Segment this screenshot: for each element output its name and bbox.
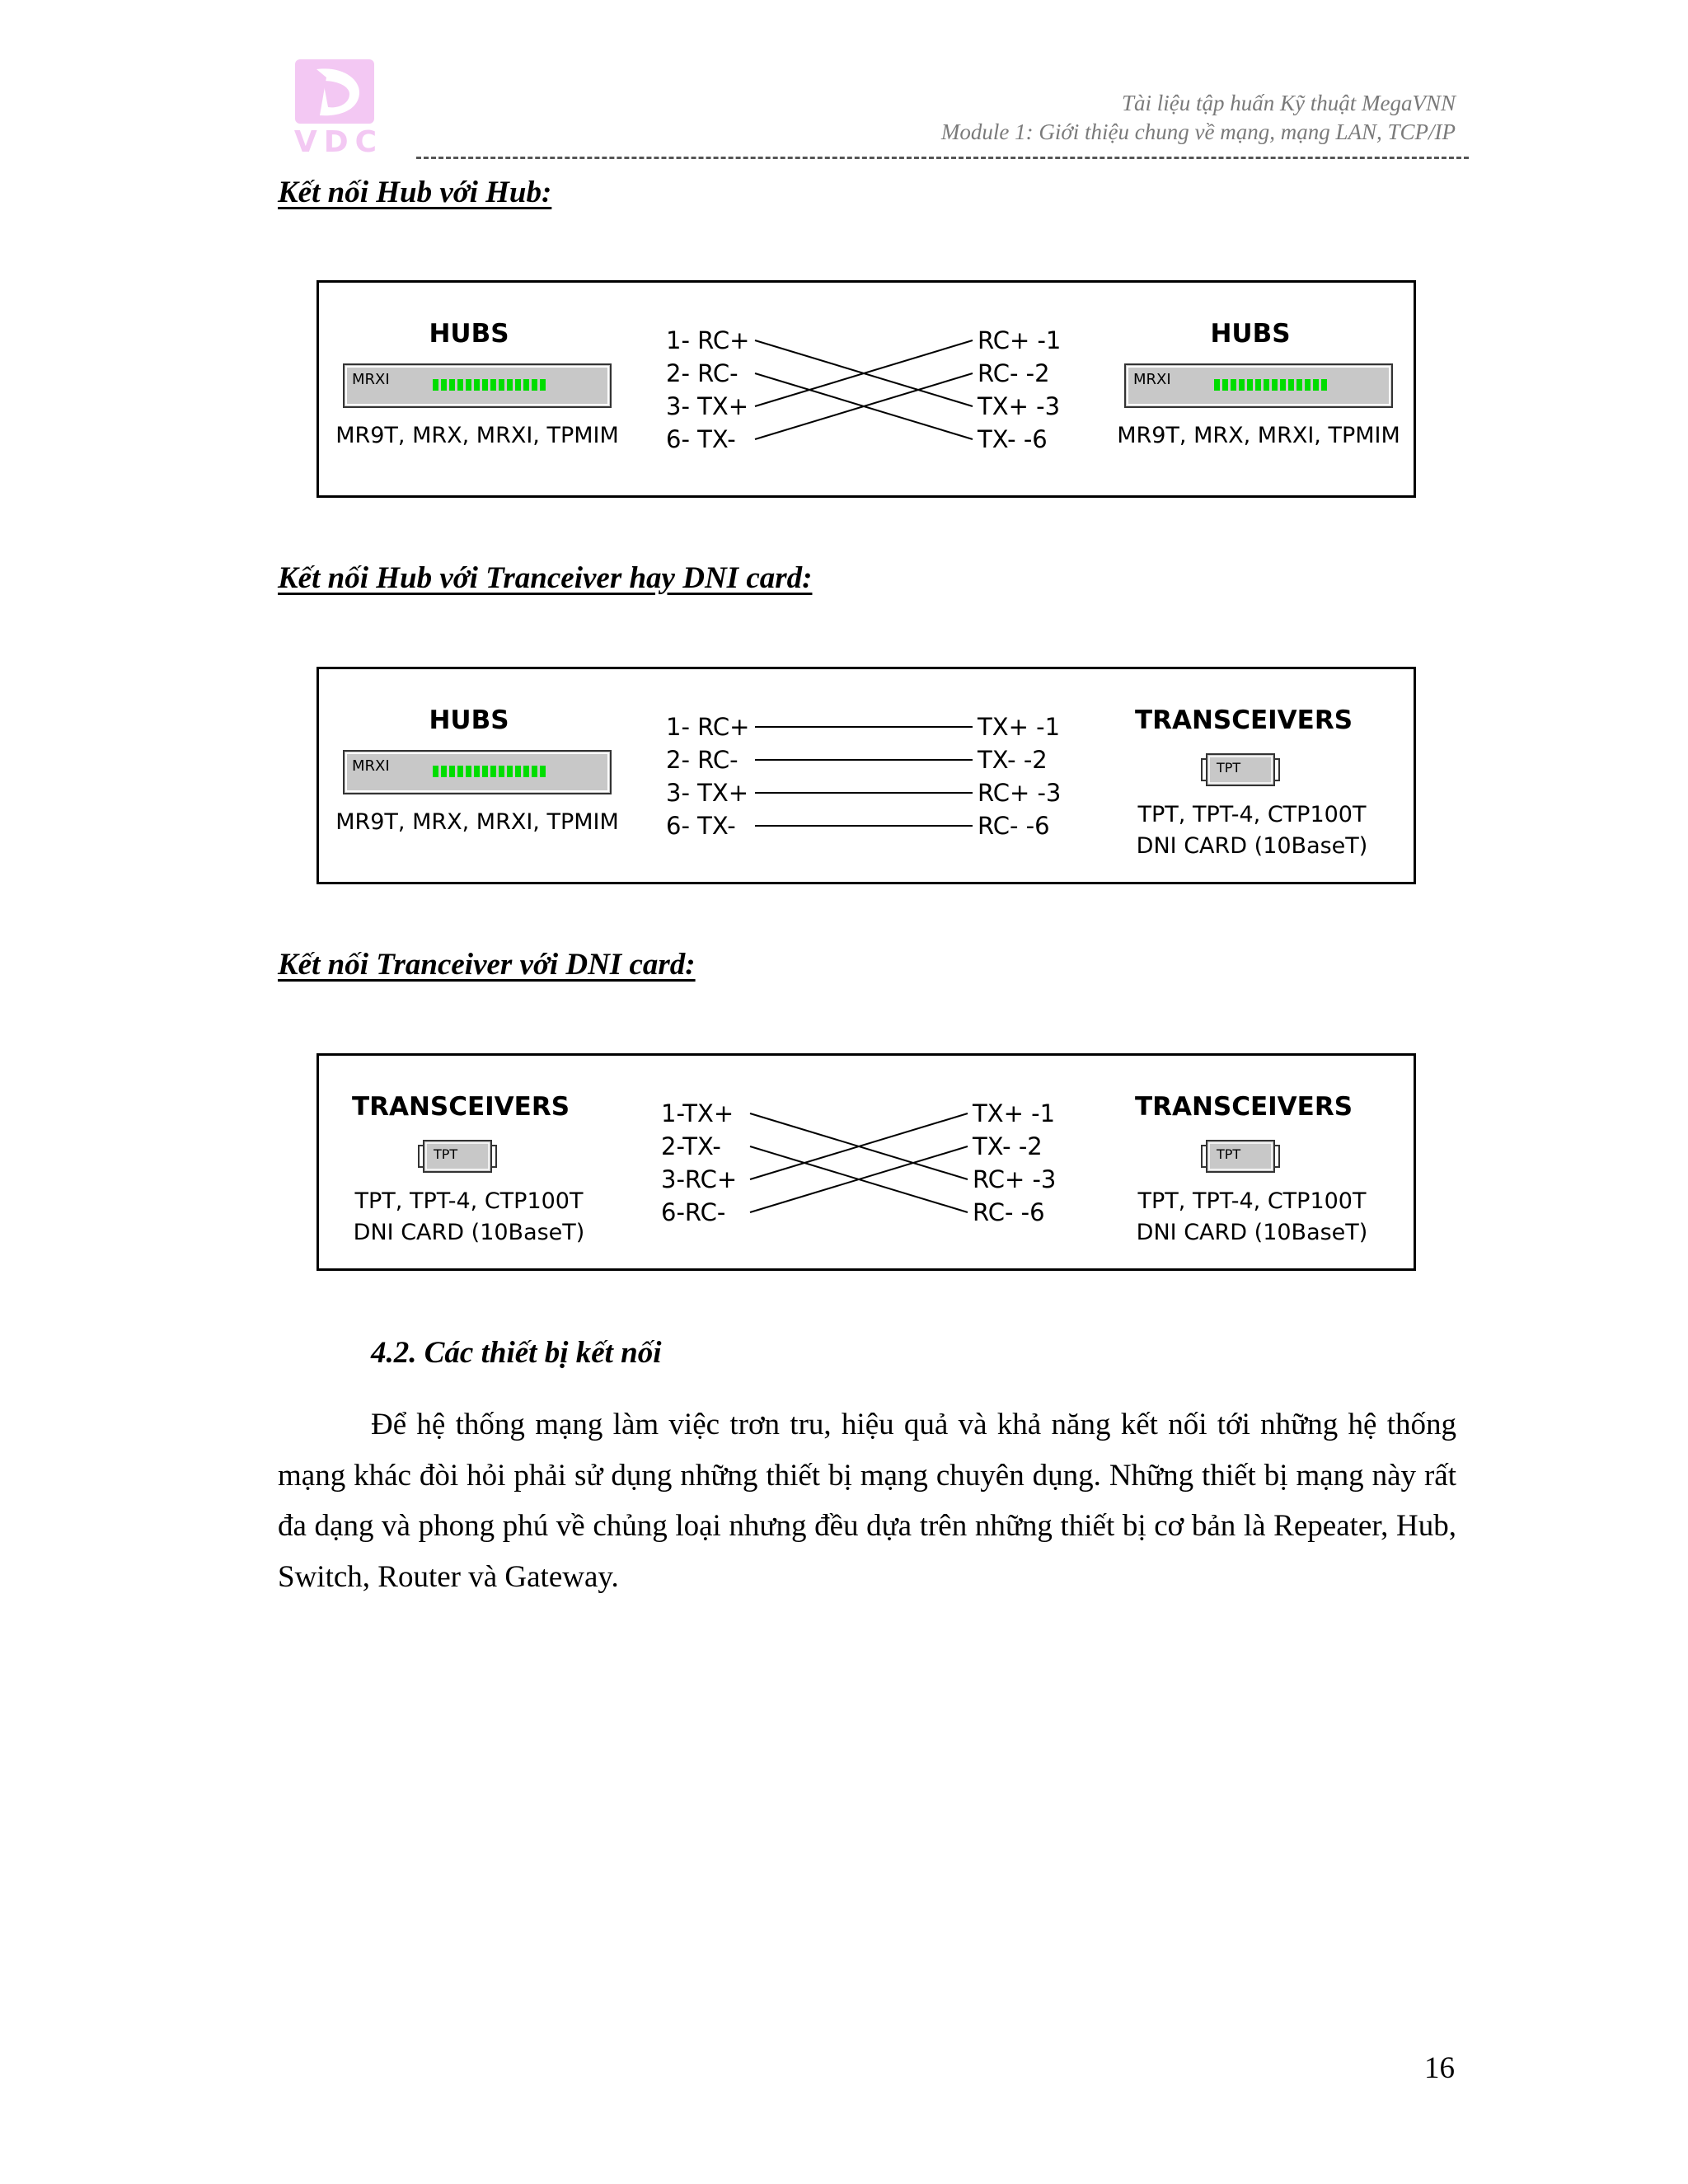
led-indicator [499, 766, 504, 777]
right-pin-label: TX+ -1 [973, 1099, 1056, 1127]
device-models: TPT, TPT-4, CTP100T [354, 1188, 584, 1214]
left-pin-label: 6-RC- [661, 1198, 726, 1226]
device-models: MR9T, MRX, MRXI, TPMIM [1117, 423, 1400, 448]
led-indicator [1222, 379, 1228, 391]
left-pin-label: 3-RC+ [661, 1165, 738, 1193]
led-indicator [1313, 379, 1319, 391]
right-pin-label: TX- -2 [973, 1132, 1043, 1160]
right-pin-label: TX- -2 [978, 746, 1048, 774]
led-indicator [474, 766, 480, 777]
led-indicator [449, 766, 455, 777]
led-indicator [433, 766, 438, 777]
device-models: DNI CARD (10BaseT) [353, 1220, 585, 1245]
led-indicator [474, 379, 480, 391]
right-pin-label: TX+ -1 [978, 713, 1061, 741]
right-pin-label: RC+ -3 [973, 1165, 1057, 1193]
led-indicator [482, 379, 488, 391]
vdc-logo [279, 58, 399, 155]
left-pin-label: 6- TX- [666, 812, 736, 840]
led-indicator [1296, 379, 1302, 391]
led-indicator [441, 379, 447, 391]
device-models: DNI CARD (10BaseT) [1136, 833, 1368, 859]
led-indicator [540, 379, 546, 391]
hub-icon [344, 364, 611, 407]
transceiver-icon [1202, 1141, 1279, 1172]
right-pin-label: RC- -6 [978, 812, 1050, 840]
right-pin-label: TX- -6 [978, 425, 1048, 453]
led-indicator [507, 766, 513, 777]
heading-hub-to-transceiver: Kết nối Hub với Tranceiver hay DNI card: [278, 561, 813, 595]
led-indicator [1247, 379, 1253, 391]
heading-hub-to-hub: Kết nối Hub với Hub: [278, 176, 552, 209]
led-indicator [532, 379, 537, 391]
led-indicator [515, 766, 521, 777]
transceiver-icon-label: TPT [1217, 1146, 1241, 1162]
led-indicator [523, 766, 529, 777]
device-models: TPT, TPT-4, CTP100T [1137, 1188, 1367, 1214]
led-indicator [532, 766, 537, 777]
heading-transceiver-to-dni: Kết nối Tranceiver với DNI card: [278, 948, 696, 982]
led-indicator [1255, 379, 1261, 391]
led-indicator [1280, 379, 1286, 391]
right-pin-label: RC- -2 [978, 359, 1050, 387]
header-module-title: Module 1: Giới thiệu chung về mạng, mạng LAN, TCP/IP [940, 120, 1456, 144]
left-pin-label: 1-TX+ [661, 1099, 734, 1127]
wiring-diagram-hub-to-hub [316, 280, 1416, 498]
led-indicator [466, 379, 471, 391]
left-pin-label: 3- TX+ [666, 392, 749, 420]
led-indicator [490, 766, 496, 777]
led-indicator [523, 379, 529, 391]
transceiver-icon [419, 1141, 496, 1172]
led-indicator [499, 379, 504, 391]
transceiver-icon-label: TPT [1217, 760, 1241, 776]
led-indicator [433, 379, 438, 391]
led-indicator [515, 379, 521, 391]
led-indicator [540, 766, 546, 777]
led-indicator [1239, 379, 1245, 391]
right-pin-label: RC- -6 [973, 1198, 1045, 1226]
header-document-title: Tài liệu tập huấn Kỹ thuật MegaVNN [1122, 91, 1456, 115]
left-pin-label: 2- RC- [666, 359, 738, 387]
right-pin-label: RC+ -3 [978, 779, 1062, 807]
logo-text: VDC [293, 125, 384, 155]
hub-icon-label: MRXI [352, 757, 390, 775]
device-models: TPT, TPT-4, CTP100T [1137, 802, 1367, 827]
body-paragraph: Để hệ thống mạng làm việc trơn tru, hiệu quả và khả năng kết nối tới những hệ thống mạng khác đòi hỏi phải sử dụng những thiết bị mạng chuyên dụng. Những thiết bị mạng này rất đa dạng và phong phú về chủng loại nhưng đều dựa trên những thiết bị cơ bản là Repeater, Hub, Switch, Router và Gateway. [278, 1408, 1456, 1594]
led-indicator [441, 766, 447, 777]
led-indicator [1214, 379, 1220, 391]
left-pin-label: 2- RC- [666, 746, 738, 774]
left-pin-label: 6- TX- [666, 425, 736, 453]
led-indicator [457, 379, 463, 391]
led-indicator [449, 379, 455, 391]
led-indicator [482, 766, 488, 777]
led-indicator [466, 766, 471, 777]
device-models: MR9T, MRX, MRXI, TPMIM [335, 423, 619, 448]
device-title: TRANSCEIVERS [1134, 1092, 1353, 1122]
led-indicator [507, 379, 513, 391]
transceiver-icon-label: TPT [434, 1146, 458, 1162]
hub-icon [1125, 364, 1392, 407]
left-pin-label: 1- RC+ [666, 713, 750, 741]
left-pin-label: 2-TX- [661, 1132, 721, 1160]
device-title: TRANSCEIVERS [351, 1092, 570, 1122]
device-models: DNI CARD (10BaseT) [1136, 1220, 1368, 1245]
led-indicator [490, 379, 496, 391]
transceiver-icon [1202, 754, 1279, 785]
wiring-diagram-transceiver-to-dni [316, 1053, 1416, 1271]
page-number: 16 [1424, 2051, 1455, 2085]
device-title: HUBS [429, 705, 509, 735]
section-title: 4.2. Các thiết bị kết nối [371, 1336, 662, 1370]
led-indicator [457, 766, 463, 777]
device-title: HUBS [429, 319, 509, 349]
right-pin-label: RC+ -1 [978, 326, 1062, 354]
device-title: HUBS [1210, 319, 1291, 349]
device-models: MR9T, MRX, MRXI, TPMIM [335, 809, 619, 835]
left-pin-label: 1- RC+ [666, 326, 750, 354]
led-indicator [1231, 379, 1236, 391]
device-title: TRANSCEIVERS [1134, 705, 1353, 735]
led-indicator [1321, 379, 1327, 391]
led-indicator [1264, 379, 1269, 391]
left-pin-label: 3- TX+ [666, 779, 749, 807]
header-divider [416, 157, 1469, 159]
led-indicator [1288, 379, 1294, 391]
right-pin-label: TX+ -3 [978, 392, 1061, 420]
led-indicator [1305, 379, 1311, 391]
wiring-diagram-hub-to-transceiver [316, 667, 1416, 884]
hub-icon-label: MRXI [1133, 371, 1171, 388]
hub-icon [344, 751, 611, 794]
hub-icon-label: MRXI [352, 371, 390, 388]
led-indicator [1272, 379, 1278, 391]
